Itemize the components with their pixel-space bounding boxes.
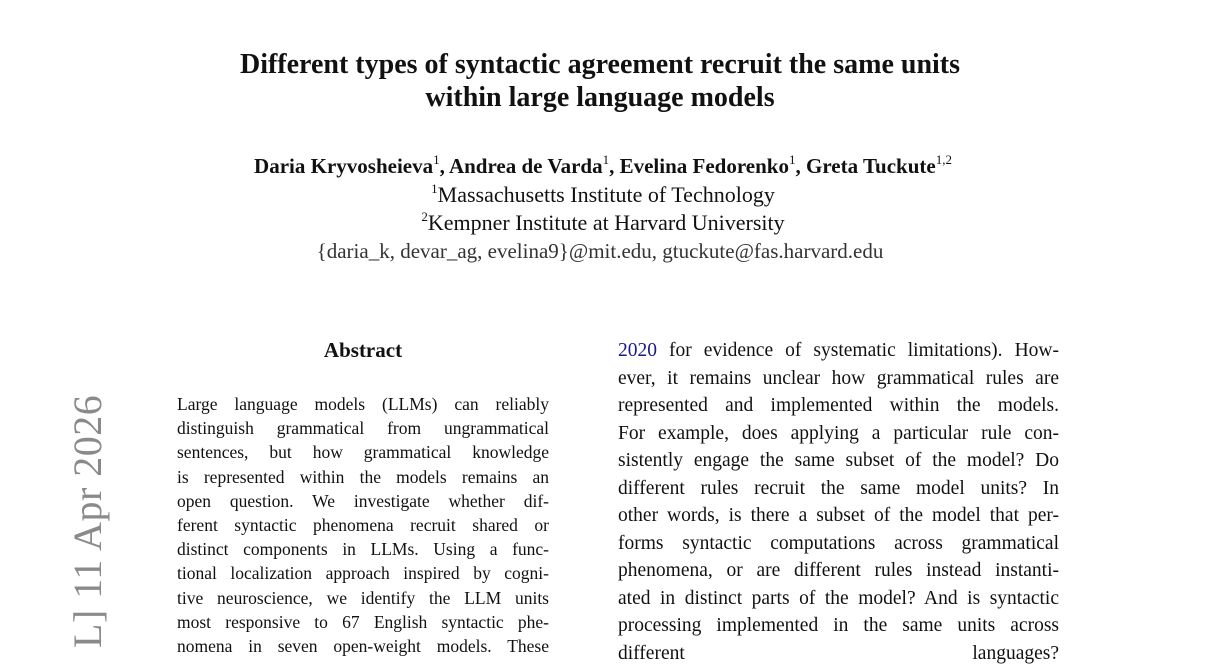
- citation-link[interactable]: 2020: [618, 340, 657, 361]
- intro-line-text: for evidence of systematic limitations). How-: [657, 340, 1059, 361]
- paper-title-line-1: Different types of syntactic agreement recruit the same units: [150, 48, 1050, 81]
- abstract-line: distinguish grammatical from ungrammatical: [177, 416, 549, 440]
- intro-line: different rules recruit the same model units? In: [618, 475, 1059, 503]
- affiliation-name: Kempner Institute at Harvard University: [428, 210, 785, 235]
- intro-line: ever, it remains unclear how grammatical rules are: [618, 365, 1059, 393]
- paper-title: [150, 48, 1050, 114]
- arxiv-side-stamp: L] 11 Apr 2026: [68, 395, 108, 648]
- author-affil-mark: 1: [603, 152, 610, 167]
- affiliation-mark: 2: [421, 209, 428, 224]
- author-affil-mark: 1,2: [936, 152, 952, 167]
- abstract-line: nomena in seven open-weight models. These: [177, 634, 549, 658]
- intro-line: forms syntactic computations across grammatical: [618, 530, 1059, 558]
- intro-line: different languages?: [618, 640, 1059, 667]
- affiliation-1: [0, 181, 1206, 209]
- abstract-line: most responsive to 67 English syntactic phe-: [177, 610, 549, 634]
- author-name: Daria Kryvosheieva: [254, 154, 433, 178]
- author-name: Evelina Fedorenko: [620, 154, 789, 178]
- abstract-line: tive neuroscience, we identify the LLM units: [177, 586, 549, 610]
- intro-line: processing implemented in the same units across: [618, 612, 1059, 640]
- affiliation-mark: 1: [431, 181, 438, 196]
- intro-line: [618, 337, 1059, 365]
- author-name: Andrea de Varda: [449, 154, 603, 178]
- intro-line: For example, does applying a particular rule con-: [618, 420, 1059, 448]
- author-emails: {daria_k, devar_ag, evelina9}@mit.edu, gtuckute@fas.harvard.edu: [0, 237, 1200, 265]
- abstract-line: sentences, but how grammatical knowledge: [177, 440, 549, 464]
- abstract-line: tional localization approach inspired by cogni-: [177, 561, 549, 585]
- intro-text-column: [618, 337, 1059, 667]
- intro-line: sistently engage the same subset of the model? Do: [618, 447, 1059, 475]
- affiliation-name: Massachusetts Institute of Technology: [438, 182, 775, 207]
- affiliation-2: [0, 209, 1206, 237]
- abstract-line: Large language models (LLMs) can reliably: [177, 392, 549, 416]
- abstract-line: distinct components in LLMs. Using a func-: [177, 537, 549, 561]
- abstract-body: [177, 392, 549, 658]
- intro-line: phenomena, or are different rules instead instanti-: [618, 557, 1059, 585]
- intro-line: ated in distinct parts of the model? And is syntactic: [618, 585, 1059, 613]
- paper-title-line-2: within large language models: [150, 81, 1050, 114]
- author-name: Greta Tuckute: [806, 154, 936, 178]
- author-list: Daria Kryvosheieva$^1$, Andrea de Varda$^1$, Evelina Fedorenko$^1$, Greta Tuckute$^{1,2}$: [0, 152, 1206, 180]
- intro-line: represented and implemented within the models.: [618, 392, 1059, 420]
- abstract-line: ferent syntactic phenomena recruit shared or: [177, 513, 549, 537]
- author-affil-mark: 1: [433, 152, 440, 167]
- author-affil-mark: 1: [789, 152, 796, 167]
- abstract-line: open question. We investigate whether dif-: [177, 489, 549, 513]
- intro-line: other words, is there a subset of the model that per-: [618, 502, 1059, 530]
- abstract-line: is represented within the models remains an: [177, 465, 549, 489]
- abstract-heading: Abstract: [177, 337, 549, 363]
